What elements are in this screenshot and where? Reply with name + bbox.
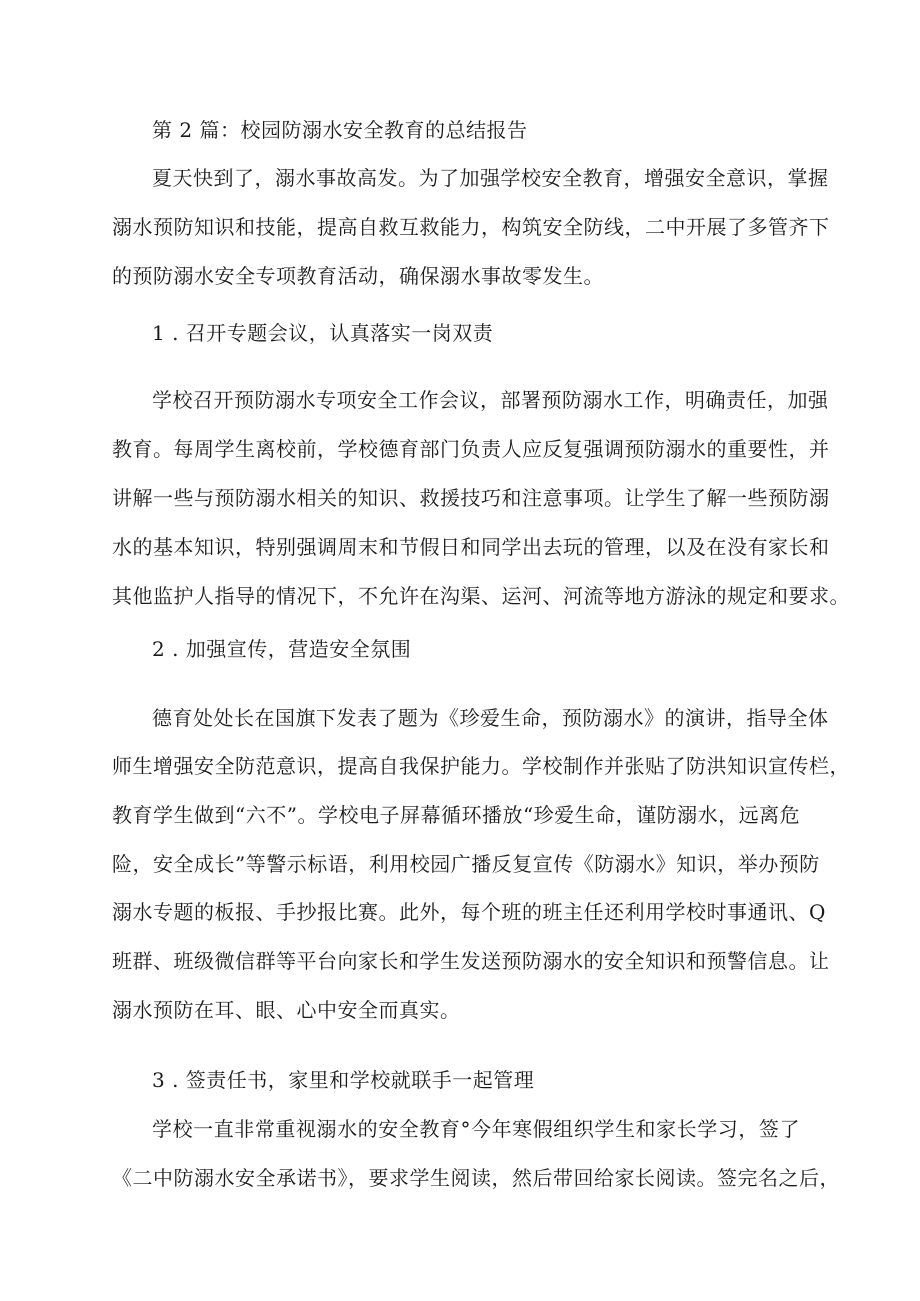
section-line: 学校召开预防溺水专项安全工作会议，部署预防溺水工作，明确责任，加强 <box>152 388 829 412</box>
intro-line: 溺水预防知识和技能，提高自救互救能力，构筑安全防线，二中开展了多管齐下 <box>112 215 830 239</box>
intro-line: 的预防溺水安全专项教育活动，确保溺水事故零发生。 <box>112 264 604 288</box>
section-line: 其他监护人指导的情况下，不允许在沟渠、运河、河流等地方游泳的规定和要求。 <box>112 584 850 608</box>
section-line: 班群、班级微信群等平台向家长和学生发送预防溺水的安全知识和预警信息。让 <box>112 949 830 973</box>
section-heading: 1 . 召开专题会议，认真落实一岗双责 <box>152 321 494 345</box>
section-line: 险，安全成长”等警示标语，利用校园广播反复宣传《防溺水》知识，举办预防 <box>112 852 820 876</box>
section-line: 教育。每周学生离校前，学校德育部门负责人应反复强调预防溺水的重要性，并 <box>112 437 830 461</box>
section-line: 师生增强安全防范意识，提高自我保护能力。学校制作并张贴了防洪知识宣传栏， <box>112 754 850 778</box>
section-heading: 2 . 加强宣传，营造安全氛围 <box>152 637 412 661</box>
document-title: 第 2 篇：校园防溺水安全教育的总结报告 <box>152 118 528 142</box>
section-line: 《二中防溺水安全承诺书》，要求学生阅读，然后带回给家长阅读。签完名之后， <box>112 1166 840 1190</box>
section-line: 讲解一些与预防溺水相关的知识、救援技巧和注意事项。让学生了解一些预防溺 <box>112 486 830 510</box>
intro-line: 夏天快到了，溺水事故高发。为了加强学校安全教育，增强安全意识，掌握 <box>152 166 829 190</box>
section-line: 学校一直非常重视溺水的安全教育°今年寒假组织学生和家长学习，签了 <box>152 1117 800 1141</box>
section-line: 溺水专题的板报、手抄报比赛。此外，每个班的班主任还利用学校时事通讯、Q <box>112 900 826 924</box>
section-line: 溺水预防在耳、眼、心中安全而真实。 <box>112 998 461 1022</box>
section-line: 水的基本知识，特别强调周末和节假日和同学出去玩的管理，以及在没有家长和 <box>112 535 830 559</box>
section-heading: 3 . 签责任书，家里和学校就联手一起管理 <box>152 1068 535 1092</box>
section-line: 德育处处长在国旗下发表了题为《珍爱生命，预防溺水》的演讲，指导全体 <box>152 706 829 730</box>
section-line: 教育学生做到“六不”。学校电子屏幕循环播放“珍爱生命，谨防溺水，远离危 <box>112 803 801 827</box>
